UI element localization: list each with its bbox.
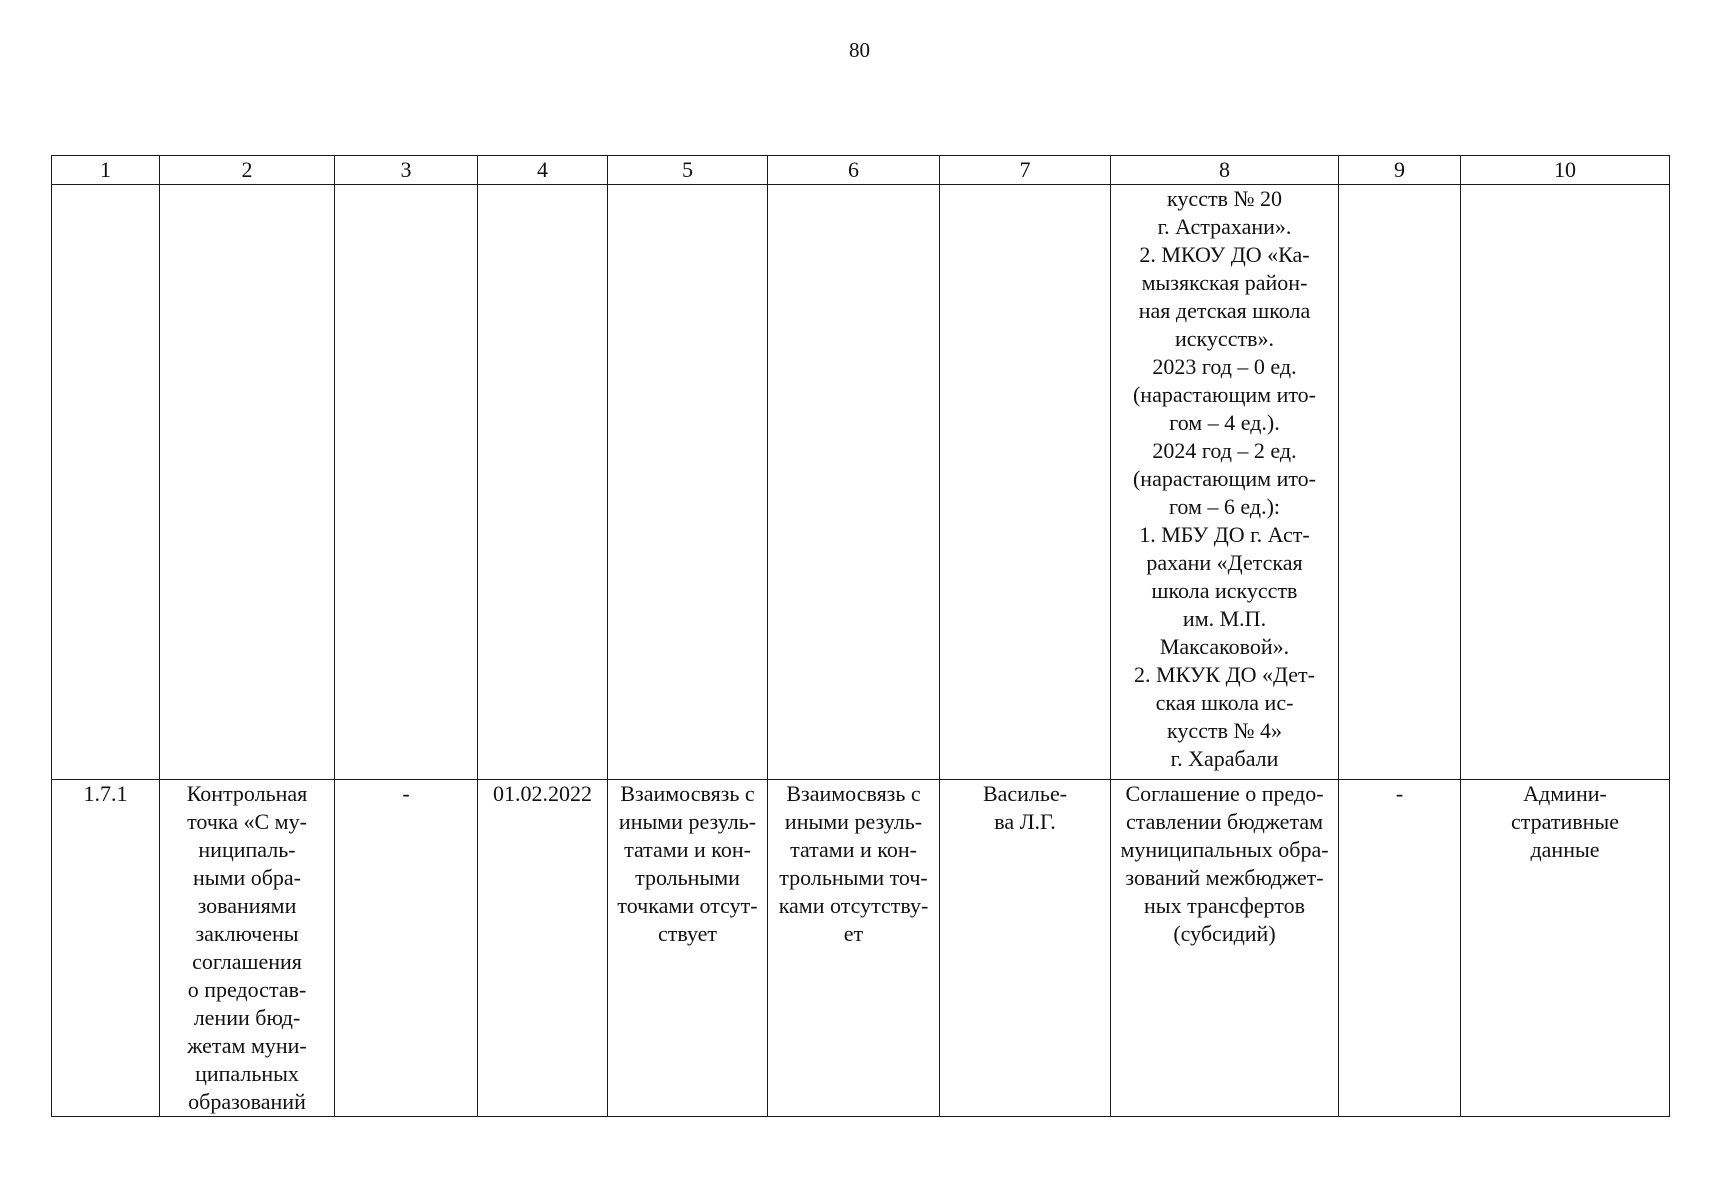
responsible-person-cell bbox=[940, 780, 1111, 1117]
empty-cell bbox=[335, 185, 478, 780]
text-line: г. Харабали bbox=[1170, 746, 1279, 771]
text-line: ными обра- bbox=[192, 865, 302, 890]
text-line: ниципаль- bbox=[198, 837, 296, 862]
column-number: 2 bbox=[160, 156, 335, 185]
text-line: г. Астрахани». bbox=[1157, 214, 1292, 239]
text-line: ет bbox=[843, 921, 864, 946]
text-line: Соглашение о предо- bbox=[1125, 781, 1324, 806]
text-line: ствует bbox=[657, 921, 718, 946]
text-line: Админи- bbox=[1523, 781, 1607, 806]
relationship-cell bbox=[608, 780, 768, 1117]
row-number-cell: 1.7.1 bbox=[52, 780, 160, 1117]
text-line: кусств № 20 bbox=[1167, 186, 1282, 211]
text-line: 2024 год – 2 ед. bbox=[1152, 438, 1297, 463]
text-line: ставлении бюджетам bbox=[1125, 809, 1324, 834]
text-line: Василье- bbox=[982, 781, 1068, 806]
text-line: им. М.П. bbox=[1182, 606, 1267, 631]
empty-cell bbox=[768, 185, 940, 780]
text-line: лении бюд- bbox=[193, 1005, 301, 1030]
empty-cell bbox=[1461, 185, 1670, 780]
empty-cell bbox=[160, 185, 335, 780]
column-number: 1 bbox=[52, 156, 160, 185]
text-line: татами и кон- bbox=[624, 837, 751, 862]
text-line: ная детская школа bbox=[1138, 298, 1311, 323]
column-number: 10 bbox=[1461, 156, 1670, 185]
column-number: 5 bbox=[608, 156, 768, 185]
text-line: данные bbox=[1530, 837, 1600, 862]
text-line: о предостав- bbox=[187, 977, 307, 1002]
text-line: (субсидий) bbox=[1173, 921, 1276, 946]
date-cell: 01.02.2022 bbox=[478, 780, 608, 1117]
column-number: 7 bbox=[940, 156, 1111, 185]
text-line: образований bbox=[188, 1089, 306, 1114]
text-line: 2. МКУК ДО «Дет- bbox=[1134, 662, 1315, 687]
page-number: 80 bbox=[849, 38, 870, 62]
text-line: Взаимосвязь с bbox=[786, 781, 921, 806]
dash-cell: - bbox=[335, 780, 478, 1117]
text-line: ципальных bbox=[195, 1061, 299, 1086]
text-line: зований межбюджет- bbox=[1125, 865, 1324, 890]
empty-cell bbox=[52, 185, 160, 780]
text-line: школа искусств bbox=[1151, 578, 1298, 603]
result-description-cell bbox=[1111, 780, 1339, 1117]
text-line: гом – 6 ед.): bbox=[1168, 494, 1281, 519]
text-line: Взаимосвязь с bbox=[620, 781, 755, 806]
text-line: (нарастающим ито- bbox=[1132, 466, 1317, 491]
column-number: 3 bbox=[335, 156, 478, 185]
text-line: мызякская район- bbox=[1141, 270, 1308, 295]
text-line: стративные bbox=[1511, 809, 1619, 834]
dash-cell: - bbox=[1339, 780, 1461, 1117]
text-line: иными резуль- bbox=[618, 809, 757, 834]
column-number: 6 bbox=[768, 156, 940, 185]
text-line: точка «С му- bbox=[187, 809, 307, 834]
text-line: кусств № 4» bbox=[1167, 718, 1282, 743]
relationship-cell bbox=[768, 780, 940, 1117]
text-line: трольными точ- bbox=[779, 865, 928, 890]
information-system-cell bbox=[1461, 780, 1670, 1117]
text-line: ками отсутству- bbox=[778, 893, 929, 918]
column-number: 9 bbox=[1339, 156, 1461, 185]
control-points-table bbox=[51, 155, 1670, 1117]
empty-cell bbox=[478, 185, 608, 780]
text-line: рахани «Детская bbox=[1146, 550, 1303, 575]
result-description-cell bbox=[1111, 185, 1339, 780]
empty-cell bbox=[608, 185, 768, 780]
text-line: искусств». bbox=[1175, 326, 1274, 351]
empty-cell bbox=[940, 185, 1111, 780]
text-line: гом – 4 ед.). bbox=[1169, 410, 1280, 435]
text-line: иными резуль- bbox=[784, 809, 923, 834]
continuation-row bbox=[52, 185, 1670, 780]
text-line: ных трансфертов bbox=[1144, 893, 1305, 918]
text-line: жетам муни- bbox=[187, 1033, 307, 1058]
column-number: 8 bbox=[1111, 156, 1339, 185]
text-line: ва Л.Г. bbox=[994, 809, 1056, 834]
text-line: муниципальных обра- bbox=[1120, 837, 1329, 862]
text-line: зованиями bbox=[197, 893, 297, 918]
text-line: ская школа ис- bbox=[1155, 690, 1294, 715]
text-line: соглашения bbox=[192, 949, 302, 974]
empty-cell bbox=[1339, 185, 1461, 780]
text-line: Контрольная bbox=[186, 781, 308, 806]
text-line: 1. МБУ ДО г. Аст- bbox=[1139, 522, 1310, 547]
text-line: Максаковой». bbox=[1159, 634, 1290, 659]
text-line: точками отсут- bbox=[617, 893, 758, 918]
text-line: (нарастающим ито- bbox=[1132, 382, 1317, 407]
text-line: 2023 год – 0 ед. bbox=[1152, 354, 1297, 379]
text-line: трольными bbox=[635, 865, 740, 890]
text-line: 2. МКОУ ДО «Ка- bbox=[1139, 242, 1310, 267]
column-number: 4 bbox=[478, 156, 608, 185]
table-row bbox=[52, 780, 1670, 1117]
text-line: заключены bbox=[195, 921, 299, 946]
column-number-row bbox=[52, 156, 1670, 185]
text-line: татами и кон- bbox=[790, 837, 917, 862]
control-point-name-cell bbox=[160, 780, 335, 1117]
